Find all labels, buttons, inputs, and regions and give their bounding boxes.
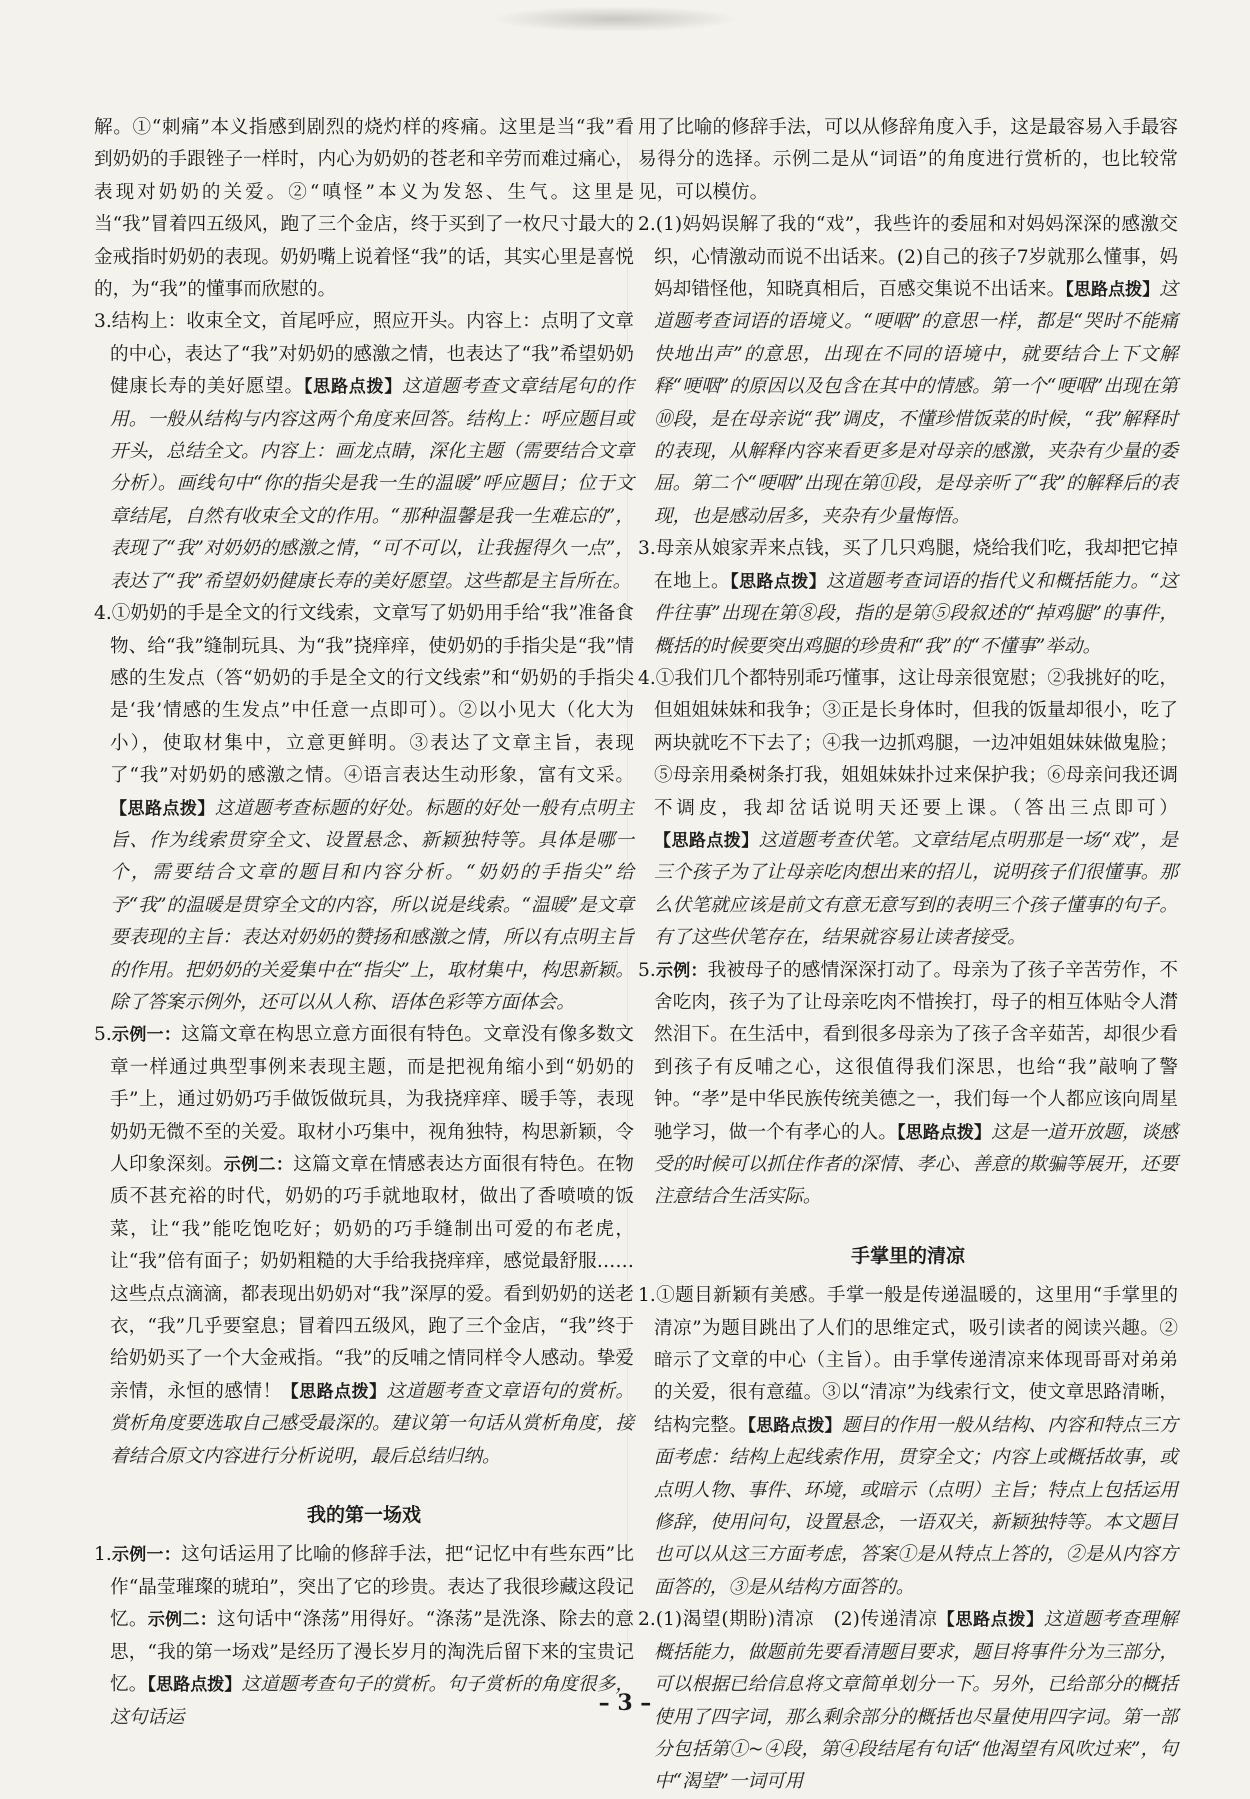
analysis-note: 这道题考查伏笔。文章结尾点明那是一场“戏”，是三个孩子为了让母亲吃肉想出来的招儿，说明孩子们很懂事。那么伏笔就应该是前文有意无意写到的表明三个孩子懂事的句子。有了这些伏笔存在，结果就容易让读者接受。 bbox=[654, 829, 1179, 949]
answer-item bbox=[94, 306, 634, 598]
analysis-tag: 【思路点拨】 bbox=[937, 1610, 1044, 1631]
item-number: 1. bbox=[638, 1285, 656, 1307]
analysis-note: 题目的作用一般从结构、内容和特点三方面考虑：结构上起线索作用，贯穿全文；内容上或概括故事，或点明人物、事件、环境，或暗示（点明）主旨；特点上包括运用修辞，使用问句，设置悬念，一语双关，新颖独特等。本文题目也可以从这三方面考虑，答案①是从特点上答的，②是从内容方面答的，③是从结构方面答的。 bbox=[654, 1414, 1178, 1598]
answer-text: 结构上：收束全文，首尾呼应，照应开头。内容上：点明了文章的中心，表达了“我”对奶奶的感激之情，也表达了“我”希望奶奶健康长寿的美好愿望。 bbox=[110, 311, 634, 398]
answer-item bbox=[94, 1019, 634, 1473]
example-label: 示例一： bbox=[111, 1025, 182, 1046]
answer-item bbox=[94, 598, 634, 1019]
item-number: 2. bbox=[638, 214, 656, 236]
answer-text: ①奶奶的手是全文的行文线索，文章写了奶奶用手给“我”准备食物、给“我”缝制玩具、为“我”挠痒痒，使奶奶的手指尖是“我”情感的生发点（答“奶奶的手是全文的行文线索”和“奶奶的手指尖是‘我’情感的生发点”中任意一点即可）。②以小见大（化大为小），使取材集中，立意更鲜明。③表达了文章主旨，表现了“我”对奶奶的感激之情。④语言表达生动形象，富有文采。 bbox=[110, 603, 634, 787]
analysis-note: 这道题考查理解概括能力，做题前先要看清题目要求，题目将事件分为三部分，可以根据已给信息将文章简单划分一下。另外，已给部分的概括使用了四字词，那么剩余部分的概括也尽量使用四字词。第一部分包括第①~④段，第④段结尾有句话“他渴望有风吹过来”，句中“渴望”一词可用 bbox=[654, 1609, 1179, 1793]
example-label: 示例一： bbox=[111, 1545, 182, 1566]
answer-item bbox=[638, 533, 1178, 663]
answer-item bbox=[638, 955, 1178, 1214]
item-number: 5. bbox=[94, 1024, 112, 1046]
answer-text: 母亲从娘家弄来点钱，买了几只鸡腿，烧给我们吃，我却把它掉在地上。 bbox=[654, 538, 1178, 592]
answer-text: 这篇文章在情感表达方面很有特色。在物质不甚充裕的时代，奶奶的巧手就地取材，做出了香喷喷的饭菜，让“我”能吃饱吃好；奶奶的巧手缝制出可爱的布老虎，让“我”倍有面子；奶奶粗糙的大手给我挠痒痒，感觉最舒服……这些点点滴滴，都表现出奶奶对“我”深厚的爱。看到奶奶的送老衣，“我”几乎要窒息；冒着四五级风，跑了三个金店，“我”终于给奶奶买了一个大金戒指。“我”的反哺之情同样令人感动。挚爱亲情，永恒的感情！ bbox=[110, 1154, 634, 1402]
right-column bbox=[638, 112, 1178, 1799]
analysis-tag: 【思路点拨】 bbox=[747, 1415, 842, 1436]
answer-continuation: 解。①“刺痛”本义指感到剧烈的烧灼样的疼痛。这里是当“我”看到奶奶的手跟锉子一样时，内心为奶奶的苍老和辛劳而难过痛心，表现对奶奶的关爱。②“嗔怪”本义为发怒、生气。这里是当“我”冒着四五级风，跑了三个金店，终于买到了一枚尺寸最大的金戒指时奶奶的表现。奶奶嘴上说着怪“我”的话，其实心里是喜悦的，为“我”的懂事而欣慰的。 bbox=[94, 117, 634, 301]
analysis-note: 这道题考查标题的好处。标题的好处一般有点明主旨、作为线索贯穿全文、设置悬念、新颖独特等。具体是哪一个，需要结合文章的题目和内容分析。“奶奶的手指尖”给予“我”的温暖是贯穿全文的内容，所以说是线索。“温暖”是文章要表现的主旨：表达对奶奶的赞扬和感激之情，所以有点明主旨的作用。把奶奶的关爱集中在“指尖”上，取材集中，构思新颖。除了答案示例外，还可以从人称、语体色彩等方面体会。 bbox=[110, 797, 634, 1013]
analysis-note: 这道题考查文章结尾句的作用。一般从结构与内容这两个角度来回答。结构上：呼应题目或开头，总结全文。内容上：画龙点睛，深化主题（需要结合文章分析）。画线句中“你的指尖是我一生的温暖”呼应题目；位于文章结尾，自然有收束全文的作用。“那种温馨是我一生难忘的”，表现了“我”对奶奶的感激之情，“可不可以，让我握得久一点”，表达了“我”希望奶奶健康长寿的美好愿望。这些都是主旨所在。 bbox=[110, 376, 634, 592]
analysis-tag: 【思路点拨】 bbox=[654, 830, 759, 851]
item-number: 3. bbox=[638, 538, 656, 560]
page-number: – 3 – bbox=[598, 1690, 652, 1716]
answer-text: 这句话中“涤荡”用得好。“涤荡”是洗涤、除去的意思，“我的第一场戏”是经历了漫长岁月的淘洗后留下来的宝贵记忆。 bbox=[110, 1609, 634, 1696]
scan-smudge bbox=[490, 6, 740, 32]
answer-text: ①我们几个都特别乖巧懂事，这让母亲很宽慰；②我挑好的吃，但姐姐妹妹和我争；③正是长身体时，但我的饭量却很小，吃了两块就吃不下去了；④我一边抓鸡腿，一边冲姐姐妹妹做鬼脸；⑤母亲用桑树条打我，姐姐妹妹扑过来保护我；⑥母亲问我还调不调皮，我却岔话说明天还要上课。（答出三点即可） bbox=[654, 667, 1178, 819]
answer-text: 这句话运用了比喻的修辞手法，把“记忆中有些东西”比作“晶莹璀璨的琥珀”，突出了它的珍贵。表达了我很珍藏这段记忆。 bbox=[110, 1544, 635, 1631]
item-number: 1. bbox=[94, 1544, 112, 1566]
example-label: 示例二： bbox=[147, 1610, 218, 1631]
answer-item bbox=[638, 1280, 1178, 1604]
analysis-tag: 【思路点拨】 bbox=[281, 1381, 387, 1402]
example-label: 示例： bbox=[655, 960, 708, 981]
analysis-tag: 【思路点拨】 bbox=[1065, 280, 1160, 301]
analysis-note: 这道题考查文章语句的赏析。赏析角度要选取自己感受最深的。建议第一句话从赏析角度，接着结合原文内容进行分析说明，最后总结归纳。 bbox=[110, 1380, 634, 1467]
answer-text: 我被母子的感情深深打动了。母亲为了孩子辛苦劳作，不舍吃肉，孩子为了让母亲吃肉不惜挨打，母子的相互体贴令人潸然泪下。在生活中，看到很多母亲为了孩子含辛茹苦，却很少看到孩子有反哺之心，这很值得我们深思，也给“我”敲响了警钟。“孝”是中华民族传统美德之一，我们每一个人都应该向周星驰学习，做一个有孝心的人。 bbox=[654, 959, 1178, 1143]
section-title: 手掌里的清凉 bbox=[850, 1244, 965, 1267]
answer-item bbox=[638, 209, 1178, 533]
item-number: 5. bbox=[638, 959, 656, 981]
analysis-note: 这道题考查词语的语境义。“哽咽”的意思一样，都是“哭时不能痛快地出声”的意思，出现在不同的语境中，就要结合上下文解释“哽咽”的原因以及包含在其中的情感。第一个“哽咽”出现在第⑩段，是在母亲说“我”调皮，不懂珍惜饭菜的时候，“我”解释时的表现，从解释内容来看更多是对母亲的感激，夹杂有少量的委屈。第二个“哽咽”出现在第⑪段，是母亲听了“我”的解释后的表现，也是感动居多，夹杂有少量悔悟。 bbox=[654, 279, 1178, 527]
analysis-tag: 【思路点拨】 bbox=[730, 571, 827, 592]
analysis-tag: 【思路点拨】 bbox=[110, 798, 215, 819]
item-number: 4. bbox=[638, 667, 656, 689]
analysis-note: 这是一道开放题，谈感受的时候可以抓住作者的深情、孝心、善意的欺骗等展开，还要注意结合生活实际。 bbox=[654, 1121, 1178, 1208]
answer-text: (1)妈妈误解了我的“戏”，我些许的委屈和对妈妈深深的感激交织，心情激动而说不出话来。(2)自己的孩子7岁就那么懂事，妈妈却错怪他，知晓真相后，百感交集说不出话来。 bbox=[654, 214, 1178, 301]
answer-text: 这篇文章在构思立意方面很有特色。文章没有像多数文章一样通过典型事例来表现主题，而是把视角缩小到“奶奶的手”上，通过奶奶巧手做饭做玩具，为我挠痒痒、暖手等，表现奶奶无微不至的关爱。取材小巧集中，视角独特，构思新颖，令人印象深刻。 bbox=[110, 1024, 634, 1175]
answer-text: ①题目新颖有美感。手掌一般是传递温暖的，这里用“手掌里的清凉”为题目跳出了人们的思维定式，吸引读者的阅读兴趣。②暗示了文章的中心（主旨）。由手掌传递清凉来体现哥哥对弟弟的关爱，很有意蕴。③以“清凉”为线索行文，使文章思路清晰，结构完整。 bbox=[654, 1285, 1178, 1436]
answer-continuation: 用了比喻的修辞手法，可以从修辞角度入手，这是最容易入手最容易得分的选择。示例二是从“词语”的角度进行赏析的，也比较常见，可以模仿。 bbox=[638, 117, 1178, 203]
analysis-tag: 【思路点拨】 bbox=[897, 1122, 992, 1143]
analysis-tag: 【思路点拨】 bbox=[303, 377, 403, 398]
analysis-note: 这道题考查句子的赏析。句子赏析的角度很多，这句话运 bbox=[110, 1674, 634, 1728]
answer-text: (1)渴望(期盼)清凉 (2)传递清凉 bbox=[655, 1609, 938, 1631]
section-title: 我的第一场戏 bbox=[306, 1504, 421, 1527]
answer-item bbox=[638, 663, 1178, 955]
item-number: 2. bbox=[638, 1609, 656, 1631]
left-column bbox=[94, 112, 634, 1734]
analysis-tag: 【思路点拨】 bbox=[147, 1675, 242, 1696]
item-number: 4. bbox=[94, 603, 112, 625]
analysis-note: 这道题考查词语的指代义和概括能力。“这件往事”出现在第⑧段，指的是第⑤段叙述的“掉鸡腿”的事件，概括的时候要突出鸡腿的珍贵和“我”的“不懂事”举动。 bbox=[654, 570, 1178, 657]
example-label: 示例二： bbox=[223, 1155, 294, 1175]
item-number: 3. bbox=[94, 311, 112, 333]
